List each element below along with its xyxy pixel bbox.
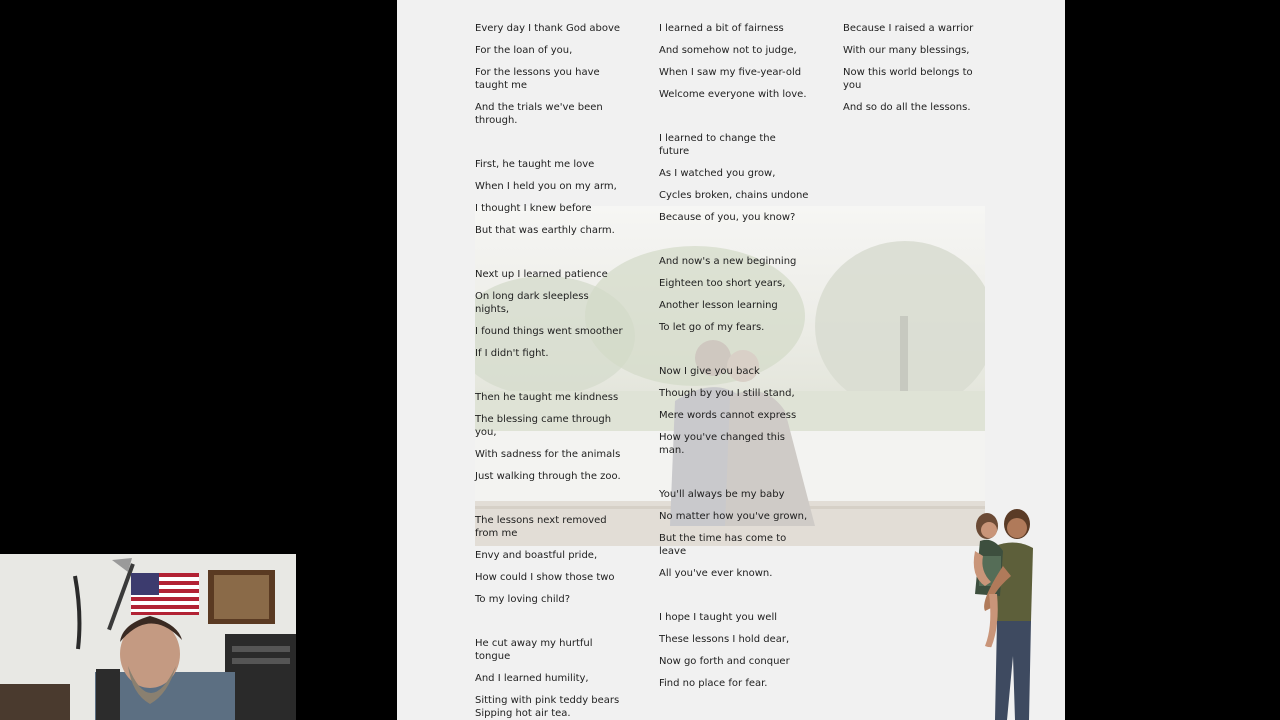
poem-line: Now this world belongs to you (843, 67, 973, 91)
poem-line: Because I raised a warrior (843, 23, 974, 34)
poem-column-3 (843, 22, 993, 123)
poem-line: Then he taught me kindness (475, 392, 619, 403)
webcam-scene (0, 554, 296, 720)
poem-line: Because of you, you know? (659, 212, 796, 223)
poem-line: All you've ever known. (659, 568, 773, 579)
webcam-overlay (0, 554, 296, 720)
poem-line: With our many blessings, (843, 45, 970, 56)
poem-line: I hope I taught you well (659, 612, 778, 623)
poem-line: I thought I knew before (475, 203, 592, 214)
poem-line: Envy and boastful pride, (475, 550, 598, 561)
poem-line: With sadness for the animals (475, 449, 621, 460)
poem-line: Just walking through the zoo. (475, 471, 621, 482)
poem-line: But the time has come to leave (659, 533, 787, 557)
poem-line: If I didn't fight. (475, 348, 549, 359)
poem-line: I learned a bit of fairness (659, 23, 784, 34)
father-carrying-child-image (945, 506, 1045, 720)
poem-line: Another lesson learning (659, 300, 778, 311)
poem-line: You'll always be my baby (659, 489, 785, 500)
poem-line: But that was earthly charm. (475, 225, 615, 236)
poem-line: Though by you I still stand, (659, 388, 795, 399)
poem-line: These lessons I hold dear, (659, 634, 790, 645)
poem-line: Eighteen too short years, (659, 278, 786, 289)
poem-line: Now I give you back (659, 366, 760, 377)
father-carrying-child-illustration (945, 506, 1045, 720)
poem-line: First, he taught me love (475, 159, 595, 170)
poem-line: Cycles broken, chains undone (659, 190, 809, 201)
poem-line: When I saw my five-year-old (659, 67, 802, 78)
poem-page (397, 0, 1065, 720)
poem-line: The lessons next removed from me (475, 515, 607, 539)
poem-line: Find no place for fear. (659, 678, 768, 689)
poem-line: For the loan of you, (475, 45, 573, 56)
poem-line: As I watched you grow, (659, 168, 776, 179)
poem-column-1 (475, 22, 625, 720)
poem-line: And somehow not to judge, (659, 45, 797, 56)
poem-line: How could I show those two (475, 572, 615, 583)
poem-line: To my loving child? (475, 594, 571, 605)
american-flag-icon (131, 573, 199, 615)
poem-line: On long dark sleepless nights, (475, 291, 589, 315)
poem-line: And I learned humility, (475, 673, 589, 684)
poem-column-2 (659, 22, 809, 699)
poem-line: I learned to change the future (659, 133, 776, 157)
poem-line: And the trials we've been through. (475, 102, 603, 126)
poem-line: Welcome everyone with love. (659, 89, 807, 100)
poem-line: How you've changed this man. (659, 432, 785, 456)
poem-line: I found things went smoother (475, 326, 623, 337)
poem-line: When I held you on my arm, (475, 181, 617, 192)
poem-line: He cut away my hurtful tongue (475, 638, 593, 662)
poem-line: Sitting with pink teddy bears Sipping hot air tea. (475, 695, 620, 719)
poem-line: For the lessons you have taught me (475, 67, 600, 91)
poem-line: And now's a new beginning (659, 256, 797, 267)
poem-line: Mere words cannot express (659, 410, 797, 421)
poem-line: And so do all the lessons. (843, 102, 971, 113)
poem-line: Every day I thank God above (475, 23, 621, 34)
poem-line: The blessing came through you, (475, 414, 612, 438)
poem-line: No matter how you've grown, (659, 511, 808, 522)
poem-line: Next up I learned patience (475, 269, 608, 280)
poem-line: To let go of my fears. (659, 322, 765, 333)
poem-line: Now go forth and conquer (659, 656, 790, 667)
